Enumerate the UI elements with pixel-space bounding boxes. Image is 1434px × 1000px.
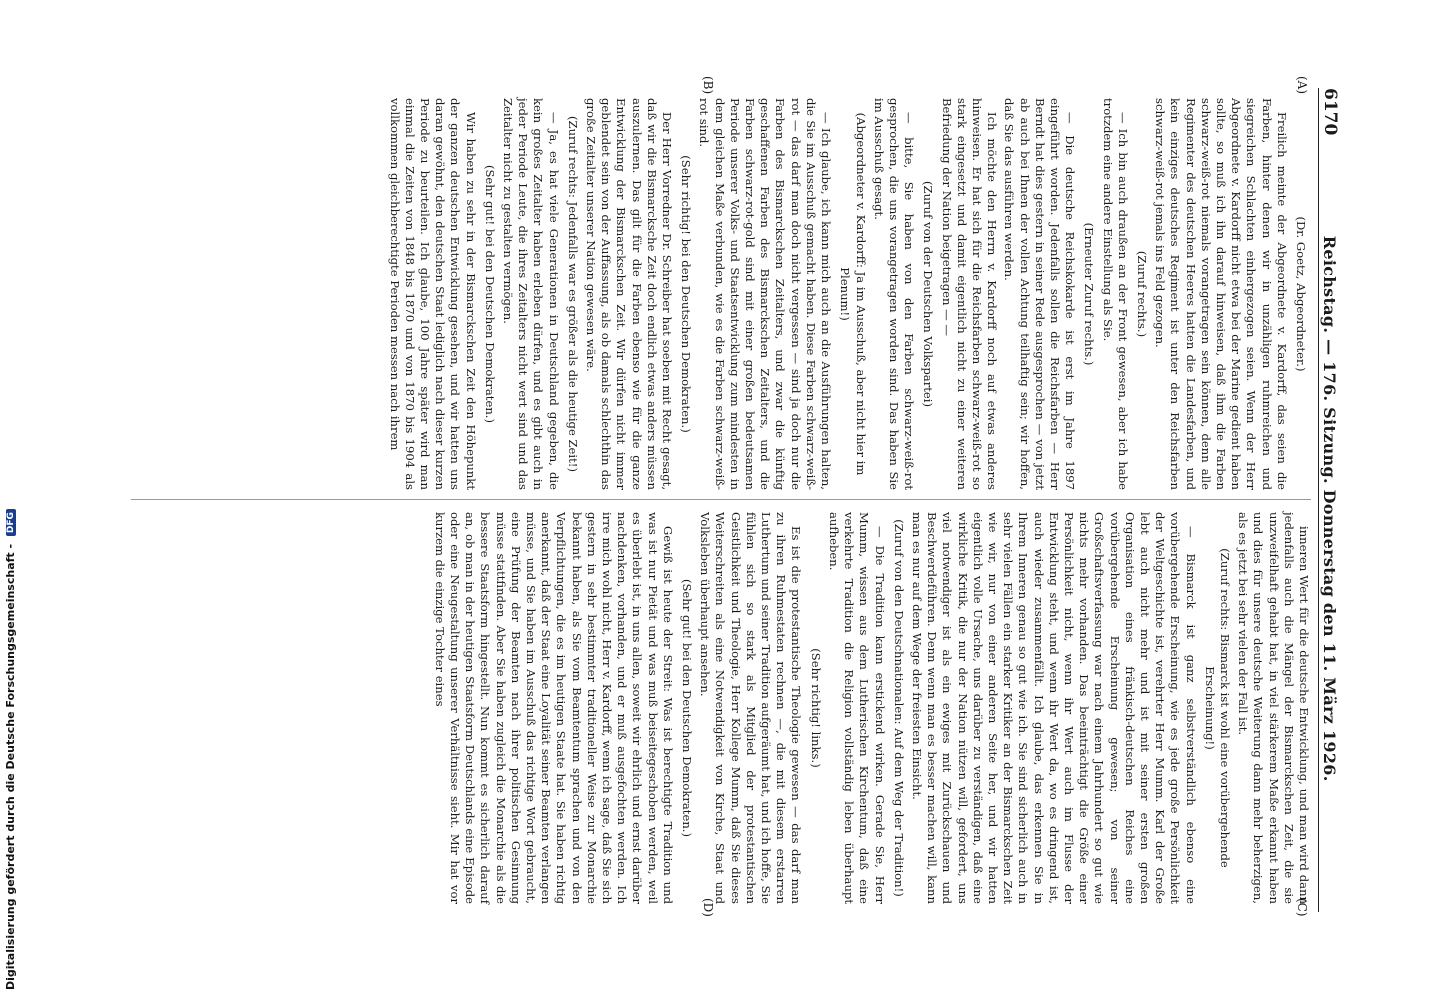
paragraph: — Ich glaube, ich kann mich auch an die Ausführungen halten, die Sie im Ausschuß gemacht haben. Diese Farben schwarz-weiß-rot — das darf man doch nicht vergessen — sind ja doch nur die Farben des Bismarckschen Zeitalters, und zwar die künftig geschaffenen Farben des Bismarckschen Zeitalters, und die Farben schwarz-rot-gold sind mit einer großen bedeutsamen Periode unserer Volks- und Staatsentwicklung zum mindesten in dem gleichen Maße verbunden, wie es die Farben schwarz-weiß-rot sind. bbox=[697, 98, 834, 490]
page-number: 6170 bbox=[1320, 88, 1340, 136]
paragraph: — Ja, es hat viele Generationen in Deutschland gegeben, die kein großes Zeitalter haben erleben dürfen, und es gibt auch in jeder Periode Leute, die ihres Zeitalters nicht wert sind und das Zeitalter nicht zu gestalten vermögen. bbox=[501, 98, 561, 490]
paragraph: Gewiß ist heute der Streit: Was ist berechtigte Tradition und was ist nur Pietät und was muß beiseitegeschoben werden, weil es überlebt ist, in uns allen, soweit wir ehrlich und ernst darüber nachdenken, vorhanden, und er muß ausgefochten werden. Ich irre mich wohl nicht, Herr v. Kardorff, wenn ich sage, daß Sie sich gestern in sehr bestimmter traditioneller Weise zur Monarchie bekannt haben, als Sie vom Beamtentum sprachen und von den Verpflichtungen, die es im heutigen Staate hat. Sie haben richtig anerkannt, daß der Staat eine Loyalität seiner Beamten verlangen müsse, und Sie haben im Ausschuß das richtige Wort gebraucht, eine Prüfung der Beamten nach ihrer politischen Gesinnung müsse stattfinden. Aber Sie haben zugleich die Monarchie als die bessere Staatsform hingestellt. Nun kommt es sicherlich darauf an, ob man in der heutigen Staatsform Deutschlands eine Episode oder eine Neugestaltung unserer Verhältnisse sieht. Mir hat vor kurzem die einzige Tochter eines bbox=[432, 512, 675, 904]
paragraph: — Bismarck ist ganz selbstverständlich ebenso eine vorübergehende Erscheinung, wie es jede große Persönlichkeit der Weltgeschichte ist, verehrter Herr Mumm. Karl der Große lebt auch nicht mehr und ist mit seiner ersten großen Organisation eines fränkisch-deutschen Reiches eine vorübergehende Erscheinung gewesen; von seiner Großschaftsverfassung war nach einem Jahrhundert so gut wie nichts mehr vorhanden. Das beeinträchtigt die Größe einer Persönlichkeit nicht, wenn ihr Wert auch im Flusse der Entwicklung steht, und wenn ihr Wert da, wo es dringend ist, auch wieder zusammenfällt. Ich glaube, das erkennen Sie in Ihrem Inneren genau so gut wie ich. Sie sind sicherlich auch in sehr vielen Fällen ein starker Kritiker an der Bismarckschen Zeit wie wir, nur von einer anderen Seite her, und wir hatten eigentlich volle Ursache, uns darüber zu verständigen, daß eine wirkliche Kritik, die nur der Nation nützen will, gefordert, uns viel notwendiger ist als ein ewiges mit Zurückschauen und Beschwerdeführen. Denn wenn man es besser machen will, kann man es nur auf dem Wege der freiesten Einsicht. bbox=[909, 512, 1198, 904]
interjection: (Dr. Goetz, Abgeordneter.) bbox=[1294, 216, 1308, 372]
running-title: Reichstag. — 176. Sitzung. Donnerstag den 11. März 1926. bbox=[1320, 235, 1340, 782]
dfg-logo: DFG bbox=[6, 509, 16, 536]
paragraph: — Die Tradition kann erstickend wirken. Gerade Sie, Herr Mumm, wissen aus dem Lutherischen Kirchentum, daß eine verkehrte Tradition die Religion vollständig leben überhaupt aufheben. bbox=[826, 512, 887, 904]
paragraph: — Ich bin auch draußen an der Front gewesen, aber ich habe trotzdem eine andere Einstellung als Sie. bbox=[1100, 98, 1130, 490]
paragraph: Freilich meinte der Abgeordnete v. Kardorff, das seien die Farben, hinter denen wir in unzähligen ruhmreichen und siegreichen Schlachten einhergezogen seien. Wenn der Herr Abgeordnete v. Kardorff nicht etwa bei der Marine gedient haben sollte, so muß ich ihn darauf hinweisen, daß ihm die Farben schwarz-weiß-rot niemals vorangetragen sein können, denn alle Regimenter des deutschen Heeres hatten die Landesfarben, und kein einziges deutsches Regiment ist unter den Reichsfarben schwarz-weiß-rot jemals ins Feld gezogen. bbox=[1153, 98, 1289, 490]
interjection: (Sehr gut! bei den Deutschen Demokraten.) bbox=[482, 164, 497, 424]
page-header bbox=[1318, 88, 1341, 912]
interjection: (Zuruf rechts: Jedenfalls war es größer als die heutige Zeit!) bbox=[565, 116, 580, 472]
credit-text: Digitalisierung gefördert durch die Deutsche Forschungsgemeinschaft - bbox=[4, 543, 17, 990]
interjection: (Sehr richtig! bei den Deutschen Demokraten.) bbox=[679, 155, 694, 433]
interjection: (Zuruf rechts.) bbox=[1134, 250, 1149, 338]
interjection: (Abgeordneter v. Kardorff: Ja im Ausschuß, aber nicht hier im Plenum!) bbox=[838, 112, 868, 476]
paragraph: Es ist die protestantische Theologie gewesen — das darf man zu ihren Ruhmestaten rechnen —, die mit diesem erstarren Luthertum und seiner Tradition aufgeräumt hat, und ich hoffe, Sie fühlen sich so stark als Mitglied der protestantischen Geistlichkeit und Theologie, Herr Kollege Mumm, daß Sie dieses Weiterschreiten als eine Notwendigkeit von Kirche, Staat und Volksleben überhaupt ansehen. bbox=[698, 512, 804, 904]
paragraph: — Die deutsche Reichskokarde ist erst im Jahre 1897 eingeführt worden. Jedenfalls sollen die Reichsfarben — Herr Berndt hat dies gestern in seiner Rede ausgesprochen — von jetzt ab auch bei Ihnen der vollen Achtung teilhaftig sein; wir hoffen, daß Sie das ausführen werden. bbox=[1002, 98, 1078, 490]
interjection: (Zuruf rechts: Bismarck ist wohl eine vorübergehende Erscheinung!) bbox=[1202, 548, 1232, 868]
scanned-page bbox=[115, 70, 1355, 930]
column-divider bbox=[131, 499, 1311, 500]
right-column bbox=[430, 512, 1311, 904]
footer-strip bbox=[0, 0, 22, 1000]
interjection: (Zuruf von den Deutschnationalen: Auf dem Weg der Tradition!) bbox=[891, 519, 906, 897]
left-column bbox=[384, 98, 1311, 490]
paragraph: Ich möchte den Herrn v. Kardorff noch auf etwas anderes hinweisen. Er hat sich für die Reichsfarben schwarz-weiß-rot so stark eingesetzt und damit eigentlich nicht zu einer weiteren Befriedung der Nation beigetragen — — bbox=[939, 98, 1000, 490]
interjection: (Sehr gut! bei den Deutschen Demokraten.) bbox=[680, 578, 695, 838]
interjection: (Sehr richtig! links.) bbox=[808, 648, 823, 768]
digitization-credit bbox=[4, 509, 17, 990]
margin-marker-c: (C) bbox=[1295, 898, 1309, 917]
paragraph: Der Herr Vorredner Dr. Schreiber hat soeben mit Recht gesagt, daß wir die Bismarcksche Zeit doch endlich etwas anders müssen auszulernen. Das gilt für die Farben ebenso wie für die ganze Entwicklung der Bismarckschen Zeit. Wir dürfen nicht immer geblendet sein von der Auffassung, als ob damals schlechthin das große Zeitalter unserer Nation gewesen wäre. bbox=[584, 98, 675, 490]
margin-marker-d: (D) bbox=[701, 898, 715, 917]
paragraph: inneren Wert für die deutsche Entwicklung, und man wird dann jedenfalls auch die Mängel der Bismarckschen Zeit, die sie unzweifelhaft gehabt hat, in viel stärkerem Maße erkannt haben und dies für unsere deutsche Weiterung dann mehr beherzigen, als es jetzt bei sehr vielen der Fall ist. bbox=[1236, 512, 1311, 904]
margin-marker-b: (B) bbox=[701, 76, 715, 95]
paragraph: — bitte, Sie haben von den Farben schwarz-weiß-rot gesprochen, die uns vorangetragen worden sind. Das haben Sie im Ausschuß gesagt. bbox=[871, 98, 917, 490]
interjection: (Zuruf von der Deutschen Volkspartei) bbox=[921, 180, 936, 408]
paragraph: Wir haben zu sehr in der Bismarckschen Zeit den Höhepunkt der ganzen deutschen Entwicklung gesehen, und wir hatten uns daran gewöhnt, den deutschen Staat lediglich nach dieser kurzen Periode zu beurteilen. Ich glaube, 100 Jahre später wird man einmal die Zeiten von 1848 bis 1870 und von 1870 bis 1904 als vollkommen gleichberechtigte Perioden messen nach ihrem bbox=[387, 98, 478, 490]
margin-marker-a: (A) bbox=[1295, 76, 1309, 95]
interjection: (Erneuter Zuruf rechts.) bbox=[1082, 222, 1097, 366]
